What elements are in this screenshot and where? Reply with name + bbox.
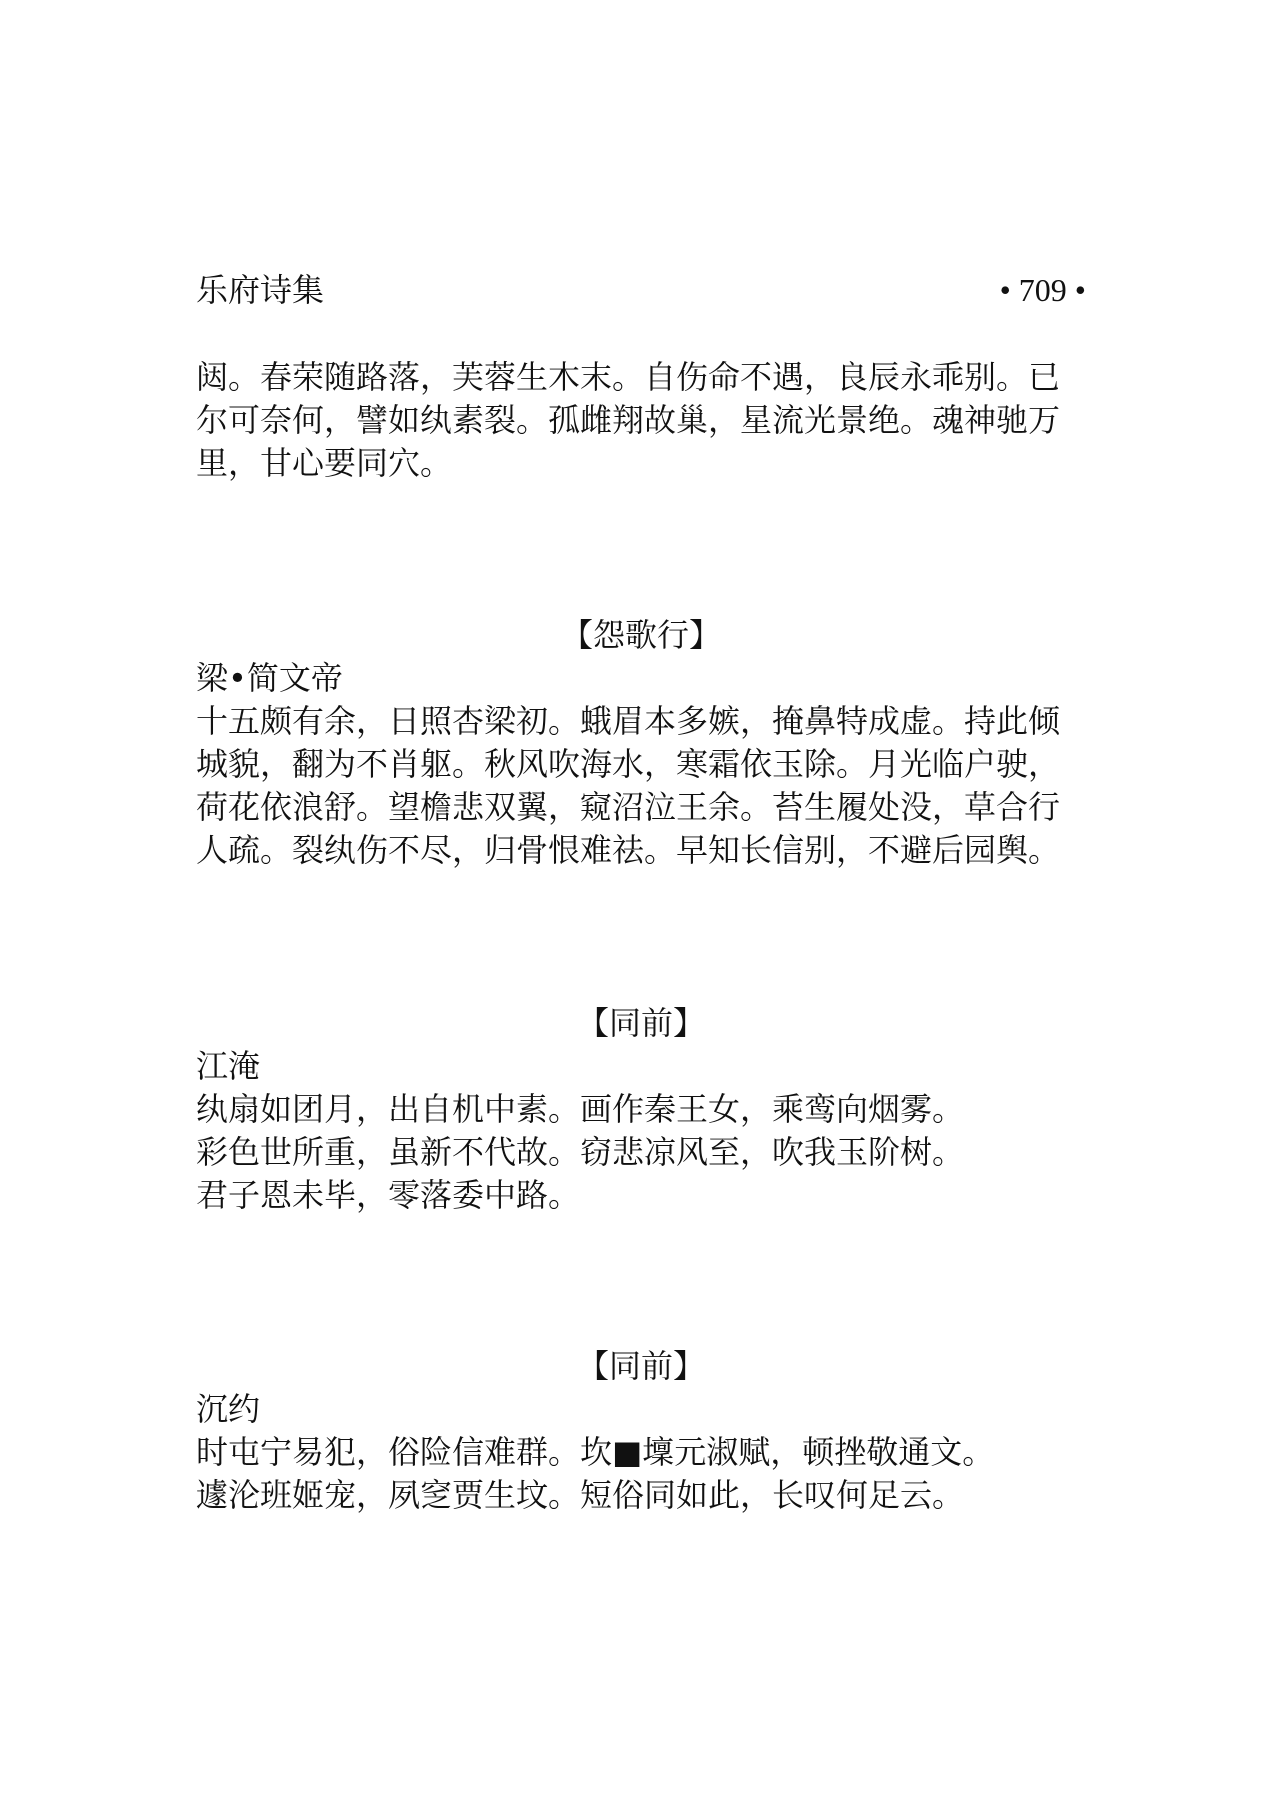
poem-title: 【同前】 <box>576 1347 705 1385</box>
poem-line: 彩色世所重，虽新不代故。窃悲凉风至，吹我玉阶树。 <box>196 1133 965 1171</box>
text-line: 尔可奈何，譬如纨素裂。孤雌翔故巢，星流光景绝。魂神驰万 <box>196 401 1061 439</box>
poem-line: 纨扇如团月，出自机中素。画作秦王女，乘鸾向烟雾。 <box>196 1090 965 1128</box>
continuation-paragraph <box>196 356 1086 485</box>
poem-line: 人疏。裂纨伤不尽，归骨恨难祛。早知长信别，不避后园舆。 <box>196 831 1061 869</box>
book-page <box>196 0 1086 1795</box>
running-header <box>196 268 1086 312</box>
book-title: 乐府诗集 <box>196 271 325 309</box>
poem-author: 梁•简文帝 <box>196 659 343 697</box>
poem-section <box>196 1345 1086 1517</box>
poem-line: 遽沦班姬宠，夙窆贾生坟。短俗同如此，长叹何足云。 <box>196 1476 965 1514</box>
text-line: 闼。春荣随路落，芙蓉生木末。自伤命不遇，良辰永乖别。已 <box>196 358 1061 396</box>
poem-title: 【怨歌行】 <box>560 616 721 654</box>
poem-line: 君子恩未毕，零落委中路。 <box>196 1176 581 1214</box>
poem-section <box>196 1002 1086 1217</box>
poem-line: 荷花依浪舒。望檐悲双翼，窥沼泣王余。苔生履处没，草合行 <box>196 788 1061 826</box>
poem-author: 江淹 <box>196 1047 261 1085</box>
poem-line: 时屯宁易犯，俗险信难群。坎■壈元淑赋，顿挫敬通文。 <box>196 1433 995 1471</box>
poem-title: 【同前】 <box>576 1004 705 1042</box>
poem-line: 十五颇有余，日照杏梁初。蛾眉本多嫉，掩鼻特成虚。持此倾 <box>196 702 1061 740</box>
page-number: • 709 • <box>999 272 1086 308</box>
poem-section <box>196 614 1086 872</box>
poem-author: 沉约 <box>196 1390 261 1428</box>
text-line: 里，甘心要同穴。 <box>196 444 453 482</box>
poem-line: 城貌，翻为不肖躯。秋风吹海水，寒霜依玉除。月光临户驶， <box>196 745 1061 783</box>
